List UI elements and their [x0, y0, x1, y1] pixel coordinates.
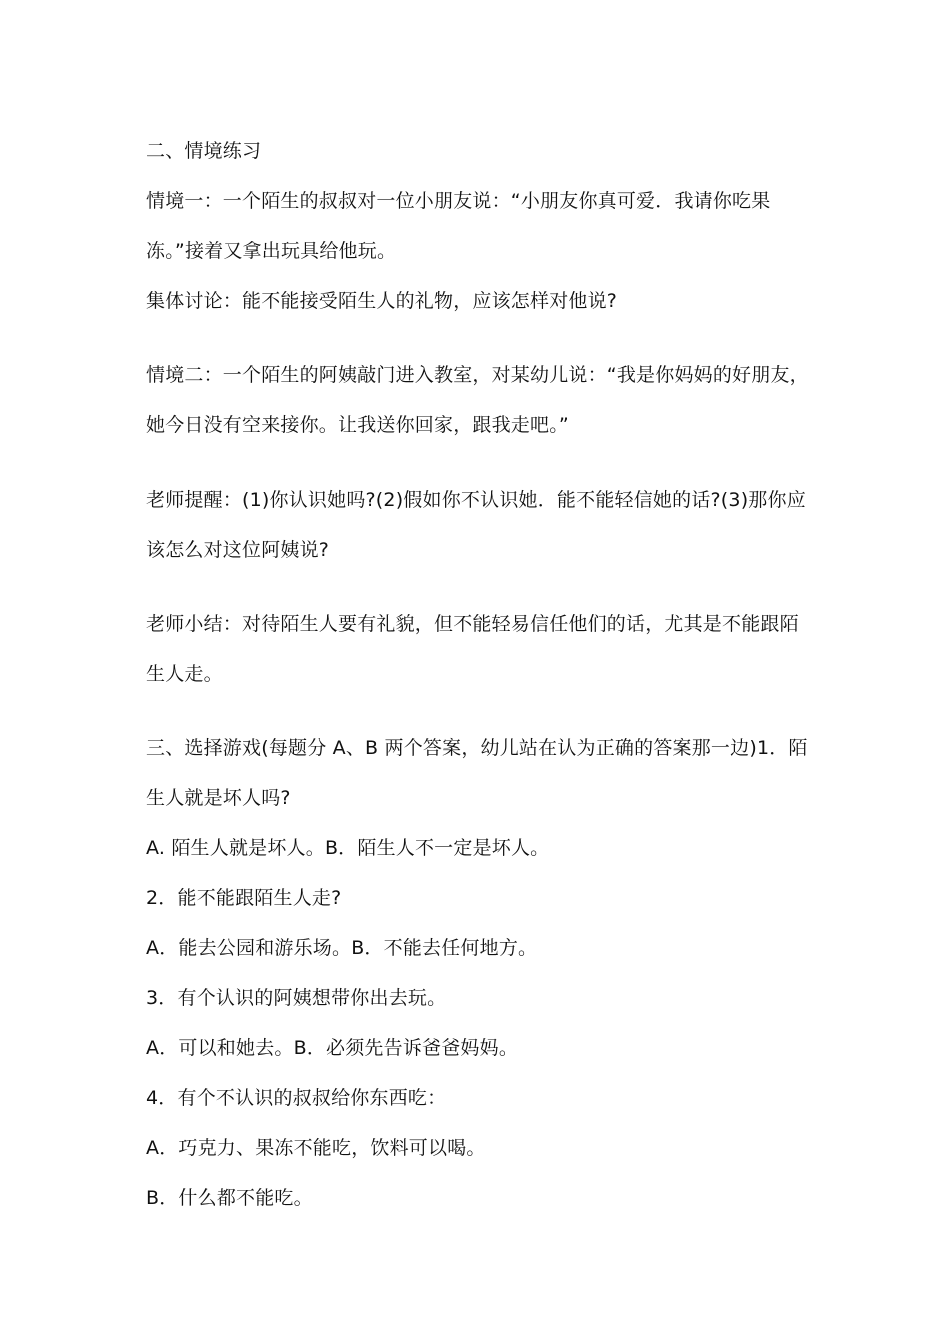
question-3: 3．有个认识的阿姨想带你出去玩。	[146, 987, 447, 1009]
teacher-reminder-line-1: 老师提醒：(1)你认识她吗?(2)假如你不认识她．能不能轻信她的话?(3)那你应	[146, 489, 806, 511]
question-2: 2．能不能跟陌生人走?	[146, 887, 342, 909]
section-heading-choice-game-line-2: 生人就是坏人吗?	[146, 787, 291, 809]
teacher-summary-line-1: 老师小结：对待陌生人要有礼貌，但不能轻易信任他们的话，尤其是不能跟陌	[146, 613, 799, 635]
question-2-answers: A．能去公园和游乐场。B．不能去任何地方。	[146, 937, 538, 959]
question-4-answer-b: B．什么都不能吃。	[146, 1187, 313, 1209]
section-heading-choice-game-line-1: 三、选择游戏(每题分 A、B 两个答案，幼儿站在认为正确的答案那一边)1．陌	[146, 737, 808, 759]
scenario-two-line-2: 她今日没有空来接你。让我送你回家，跟我走吧。”	[146, 414, 569, 436]
scenario-two-line-1: 情境二：一个陌生的阿姨敲门进入教室，对某幼儿说：“我是你妈妈的好朋友，	[146, 364, 809, 386]
scenario-one-line-1: 情境一：一个陌生的叔叔对一位小朋友说：“小朋友你真可爱．我请你吃果	[146, 190, 771, 212]
group-discussion-line: 集体讨论：能不能接受陌生人的礼物，应该怎样对他说?	[146, 290, 618, 312]
teacher-summary-line-2: 生人走。	[146, 663, 223, 685]
teacher-reminder-line-2: 该怎么对这位阿姨说?	[146, 539, 330, 561]
question-4-answer-a: A．巧克力、果冻不能吃，饮料可以喝。	[146, 1137, 486, 1159]
section-heading-scenario-practice: 二、情境练习	[146, 140, 262, 162]
question-4: 4．有个不认识的叔叔给你东西吃：	[146, 1087, 447, 1109]
scenario-one-line-2: 冻。”接着又拿出玩具给他玩。	[146, 240, 397, 262]
question-3-answers: A．可以和她去。B．必须先告诉爸爸妈妈。	[146, 1037, 519, 1059]
question-1-answers: A. 陌生人就是坏人。B．陌生人不一定是坏人。	[146, 837, 550, 859]
